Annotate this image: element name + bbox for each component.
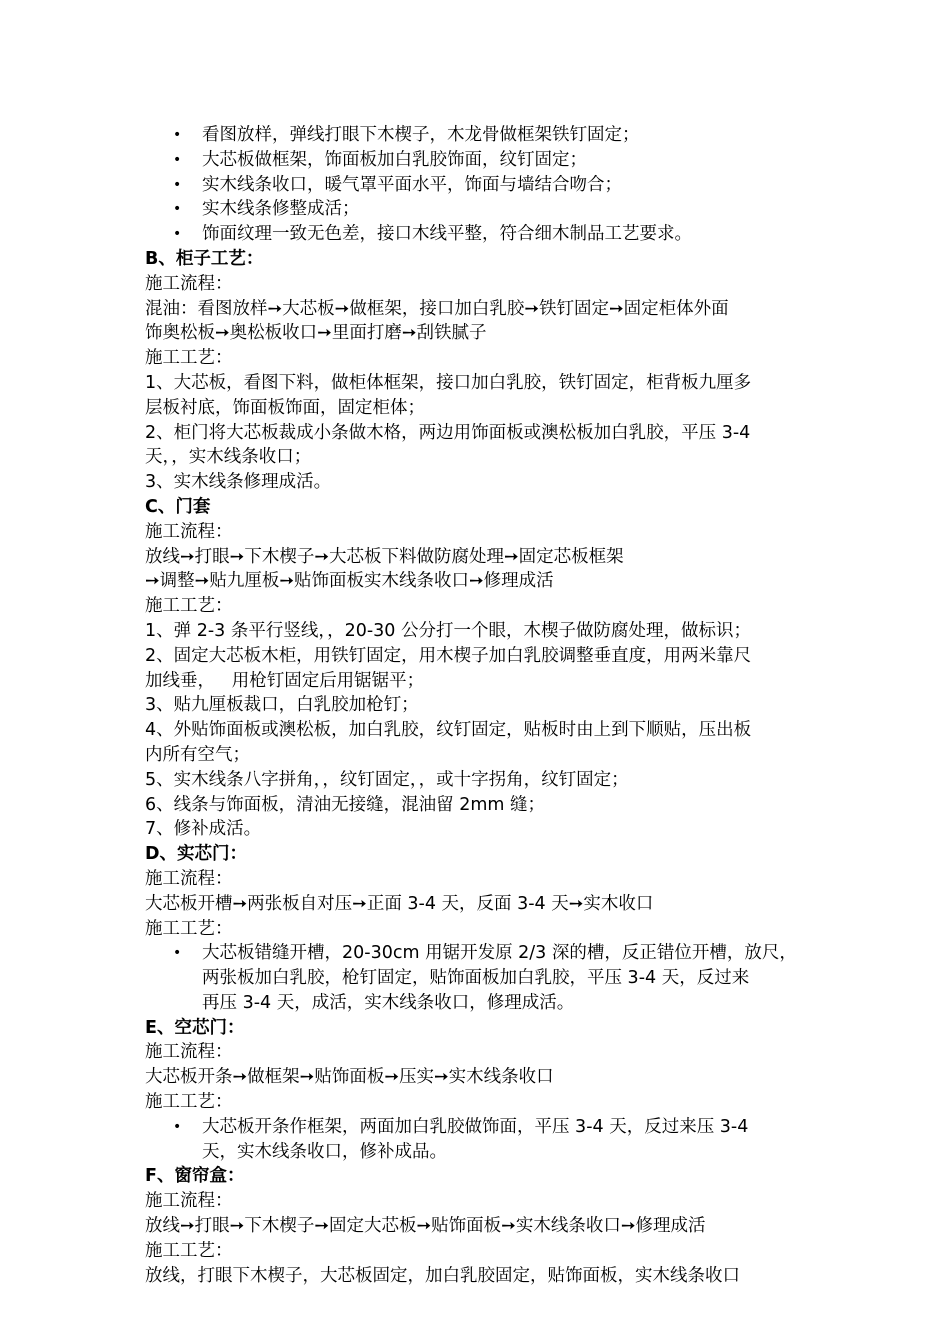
bullet-icon: • [173,945,182,962]
text-line: 6、线条与饰面板，清油无接缝，混油留 2mm 缝； [145,794,545,815]
text-line: 施工工艺： [145,348,233,369]
bullet-text: 大芯板开条作框架，两面加白乳胶做饰面，平压 3-4 天，反过来压 3-4 [202,1116,749,1137]
bullet-item [145,173,835,198]
text-line: 放线➙打眼➙下木楔子➙大芯板下料做防腐处理➙固定芯板框架 [145,546,624,567]
bullet-item [145,222,835,247]
bullet-item [145,123,835,148]
bullet-item [145,1115,835,1140]
text-line: 混油：看图放样➙大芯板➙做框架，接口加白乳胶➙铁钉固定➙固定柜体外面 [145,298,729,319]
text-line: 天，，实木线条收口； [145,447,312,468]
bullet-icon: • [173,176,182,193]
text-line: 大芯板开条➙做框架➙贴饰面板➙压实➙实木线条收口 [145,1067,554,1088]
text-line: ➙调整➙贴九厘板➙贴饰面板实木线条收口➙修理成活 [145,571,554,592]
bullet-text: 实木线条收口，暖气罩平面水平，饰面与墙结合吻合； [202,174,622,195]
text-line: 施工流程： [145,1191,233,1212]
bullet-item [145,148,835,173]
bullet-text: 大芯板错缝开槽，20-30cm 用锯开发原 2/3 深的槽，反正错位开槽，放尺， [202,943,797,964]
text-line: 施工工艺： [145,1240,233,1261]
bullet-text: 实木线条修整成活； [202,199,360,220]
section-heading: D、实芯门： [145,844,248,865]
section-heading: C、门套 [145,496,211,517]
text-line: 饰奥松板➙奥松板收口➙里面打磨➙刮铁腻子 [145,323,487,344]
text-line: 施工流程： [145,1042,233,1063]
section-heading: E、空芯门： [145,1017,245,1038]
bullet-icon: • [173,127,182,143]
document-body [145,123,835,1288]
bullet-item [145,941,835,966]
text-line: 5、实木线条八字拼角，，纹钉固定，，或十字拐角，纹钉固定； [145,769,629,790]
text-line: 层板衬底，饰面板饰面，固定柜体； [145,397,425,418]
section-heading: F、窗帘盒： [145,1166,245,1187]
text-line: 加线垂， 用枪钉固定后用锯锯平； [145,670,425,691]
bullet-icon: • [173,226,182,243]
bullet-text: 看图放样，弹线打眼下木楔子，木龙骨做框架铁钉固定； [202,125,640,145]
text-line: 1、弹 2-3 条平行竖线，，20-30 公分打一个眼，木楔子做防腐处理，做标识； [145,620,752,641]
text-line: 3、实木线条修理成活。 [145,472,332,493]
text-line: 施工工艺： [145,1092,233,1113]
bullet-icon: • [173,1118,182,1135]
text-line: 内所有空气； [145,744,250,765]
text-line: 1、大芯板，看图下料，做柜体框架，接口加白乳胶，铁钉固定，柜背板九厘多 [145,372,752,393]
text-line: 施工流程： [145,521,233,542]
bullet-item [145,197,835,222]
bullet-text: 大芯板做框架，饰面板加白乳胶饰面，纹钉固定； [202,149,587,170]
text-line: 大芯板开槽➙两张板自对压➙正面 3-4 天，反面 3-4 天➙实木收口 [145,893,654,914]
text-line: 施工工艺： [145,596,233,617]
section-heading: B、柜子工艺： [145,248,264,269]
text-line: 7、修补成活。 [145,819,262,840]
text-line: 施工工艺： [145,918,233,939]
bullet-continuation: 两张板加白乳胶，枪钉固定，贴饰面板加白乳胶，平压 3-4 天，反过来 [202,968,750,989]
text-line: 2、固定大芯板木柜，用铁钉固定，用木楔子加白乳胶调整垂直度，用两米靠尺 [145,645,752,666]
text-line: 施工流程： [145,273,233,294]
bullet-text: 饰面纹理一致无色差，接口木线平整，符合细木制品工艺要求。 [202,224,692,245]
bullet-icon: • [173,151,182,168]
bullet-continuation: 天，实木线条收口，修补成品。 [202,1141,447,1162]
text-line: 放线➙打眼➙下木楔子➙固定大芯板➙贴饰面板➙实木线条收口➙修理成活 [145,1216,706,1237]
text-line: 放线，打眼下木楔子，大芯板固定，加白乳胶固定，贴饰面板，实木线条收口 [145,1265,740,1286]
bullet-icon: • [173,201,182,218]
text-line: 2、柜门将大芯板裁成小条做木格，两边用饰面板或澳松板加白乳胶，平压 3-4 [145,422,751,443]
text-line: 4、外贴饰面板或澳松板，加白乳胶，纹钉固定，贴板时由上到下顺贴，压出板 [145,720,752,741]
text-line: 施工流程： [145,868,233,889]
text-line: 3、贴九厘板裁口，白乳胶加枪钉； [145,695,419,716]
bullet-continuation: 再压 3-4 天，成活，实木线条收口，修理成活。 [202,992,575,1013]
